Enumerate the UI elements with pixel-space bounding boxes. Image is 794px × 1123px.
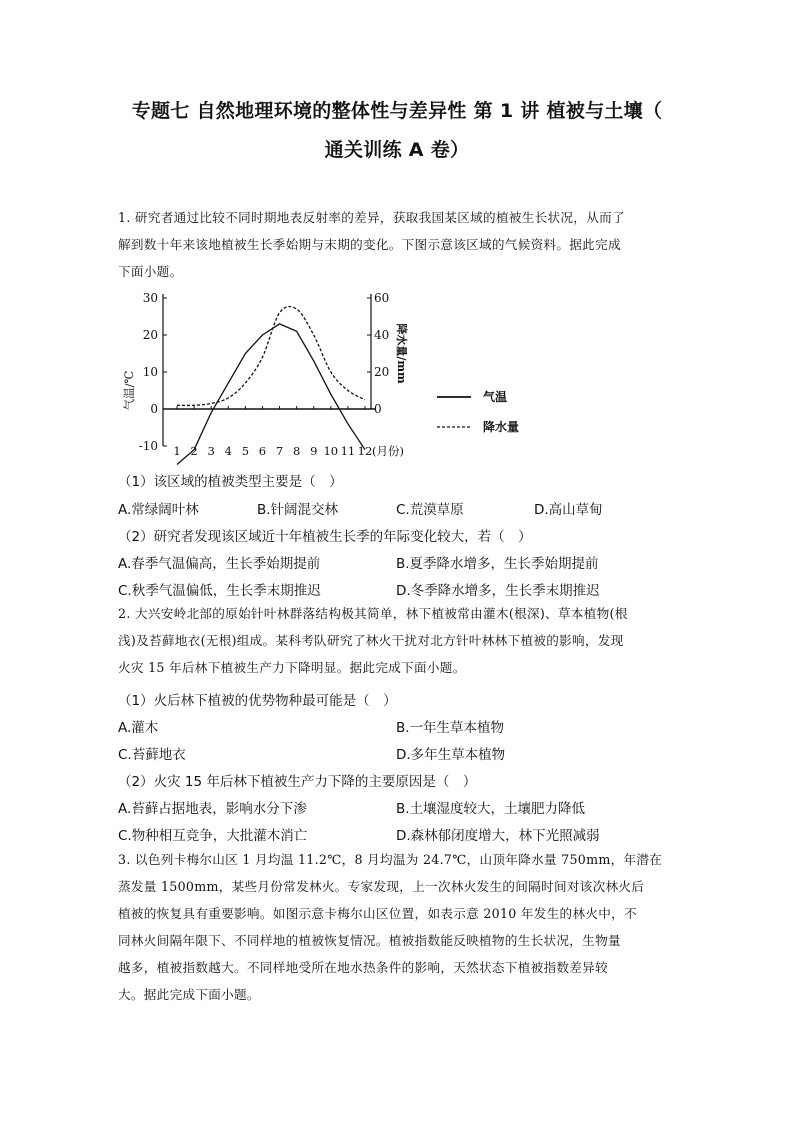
q2-stem-line: 2. 大兴安岭北部的原始针叶林群落结构极其简单，林下植被常由灌木(根深)、草本植物(根 — [118, 606, 628, 621]
q2-stem — [118, 600, 674, 681]
chart-axes — [163, 294, 375, 446]
q3-stem-line: 越多，植被指数越大。不同样地受所在地水热条件的影响，天然状态下植被指数差异较 — [118, 960, 608, 975]
document-title-line-1: 专题七 自然地理环境的整体性与差异性 第 1 讲 植被与土壤（ — [131, 100, 663, 122]
q2-sub1: （1）火后林下植被的优势物种最可能是（ ） — [118, 693, 397, 709]
q2-sub1-option-d[interactable]: D.多年生草本植物 — [396, 747, 506, 763]
legend-label: 气温 — [483, 390, 508, 404]
chart-legend — [437, 389, 519, 434]
x-tick-label: 9 — [310, 444, 318, 458]
q1-sub1-option-b[interactable]: B.针阔混交林 — [257, 502, 339, 518]
q2-sub2-option-b[interactable]: B.土壤湿度较大，土壤肥力降低 — [396, 801, 586, 817]
left-tick-label: 0 — [150, 402, 158, 416]
document-title-line-2: 通关训练 A 卷） — [324, 139, 470, 161]
q1-sub2-option-a[interactable]: A.春季气温偏高，生长季始期提前 — [118, 556, 321, 572]
q1-sub2-option-d[interactable]: D.冬季降水增多，生长季末期推迟 — [396, 583, 600, 599]
q3-stem-line: 大。据此完成下面小题。 — [118, 987, 260, 1002]
legend-label: 降水量 — [483, 420, 520, 434]
q2-sub2-option-a[interactable]: A.苔藓占据地表，影响水分下渗 — [118, 801, 307, 817]
x-tick-label: 8 — [292, 444, 301, 458]
q3-stem-line: 同林火间隔年限下、不同样地的植被恢复情况。植被指数能反映植物的生长状况，生物量 — [118, 933, 621, 948]
x-tick-label: 6 — [258, 444, 267, 458]
q2-stem-line: 火灾 15 年后林下植被生产力下降明显。据此完成下面小题。 — [118, 660, 466, 675]
q1-sub1-option-a[interactable]: A.常绿阔叶林 — [118, 502, 199, 518]
x-tick-label: 1 — [173, 444, 181, 458]
q1-stem-line: 1. 研究者通过比较不同时期地表反射率的差异，获取我国某区域的植被生长状况，从而了 — [118, 210, 625, 225]
left-tick-label: 30 — [142, 291, 158, 305]
q1-sub1: （1）该区域的植被类型主要是（ ） — [118, 474, 343, 490]
right-tick-label: 60 — [374, 291, 390, 305]
right-tick-label: 40 — [374, 328, 390, 342]
left-tick-label: 10 — [142, 365, 158, 379]
q3-stem-line: 蒸发量 1500mm，某些月份常发林火。专家发现，上一次林火发生的间隔时间对该次林火后 — [118, 879, 645, 894]
y-axis-left-title: 气温/℃ — [122, 370, 136, 411]
q1-sub2: （2）研究者发现该区域近十年植被生长季的年际变化较大，若（ ） — [118, 529, 532, 545]
x-tick-label: 2 — [190, 444, 198, 458]
right-tick-label: 20 — [374, 365, 390, 379]
chart-series — [177, 306, 365, 464]
chart-labels — [122, 323, 409, 458]
q1-stem — [118, 204, 674, 285]
q3-stem — [118, 846, 674, 1008]
q2-sub2-option-d[interactable]: D.森林郁闭度增大，林下光照减弱 — [396, 828, 600, 844]
x-tick-label: 5 — [241, 444, 250, 458]
climate-chart — [115, 285, 535, 465]
x-unit-label: (月份) — [372, 444, 404, 458]
q1-sub2-option-b[interactable]: B.夏季降水增多，生长季始期提前 — [396, 556, 599, 572]
q1-sub1-option-d[interactable]: D.高山草甸 — [534, 502, 603, 518]
q1-sub2-option-c[interactable]: C.秋季气温偏低，生长季末期推迟 — [118, 583, 321, 599]
q2-sub1-option-b[interactable]: B.一年生草本植物 — [396, 720, 505, 736]
q2-stem-line: 浅)及苔藓地衣(无根)组成。某科考队研究了林火干扰对北方针叶林林下植被的影响，发现 — [118, 633, 624, 648]
q2-sub2: （2）火灾 15 年后林下植被生产力下降的主要原因是（ ） — [118, 774, 477, 790]
right-tick-label: 0 — [374, 402, 382, 416]
q1-stem-line: 下面小题。 — [118, 264, 183, 279]
q3-stem-line: 3. 以色列卡梅尔山区 1 月均温 11.2℃，8 月均温为 24.7℃，山顶年降水量 750mm，年潜在 — [118, 852, 663, 867]
x-tick-label: 12 — [357, 444, 373, 458]
x-tick-label: 4 — [224, 444, 232, 458]
x-tick-label: 3 — [207, 444, 215, 458]
left-tick-label: -10 — [138, 439, 158, 453]
q2-sub1-option-c[interactable]: C.苔藓地衣 — [118, 747, 186, 763]
chart-ticks — [139, 291, 390, 458]
q1-sub1-option-c[interactable]: C.荒漠草原 — [396, 502, 464, 518]
q3-stem-line: 植被的恢复具有重要影响。如图示意卡梅尔山区位置，如表示意 2010 年发生的林火中，不 — [118, 906, 637, 921]
x-tick-label: 10 — [323, 444, 339, 458]
y-axis-right-title: 降水量/mm — [395, 323, 408, 384]
x-tick-label: 11 — [340, 444, 356, 458]
precipitation-line — [177, 306, 365, 405]
q2-sub1-option-a[interactable]: A.灌木 — [118, 720, 159, 736]
q2-sub2-option-c[interactable]: C.物种相互竞争，大批灌木消亡 — [118, 828, 308, 844]
x-tick-label: 7 — [275, 444, 284, 458]
q1-stem-line: 解到数十年来该地植被生长季始期与末期的变化。下图示意该区域的气候资料。据此完成 — [118, 237, 621, 252]
left-tick-label: 20 — [142, 328, 158, 342]
